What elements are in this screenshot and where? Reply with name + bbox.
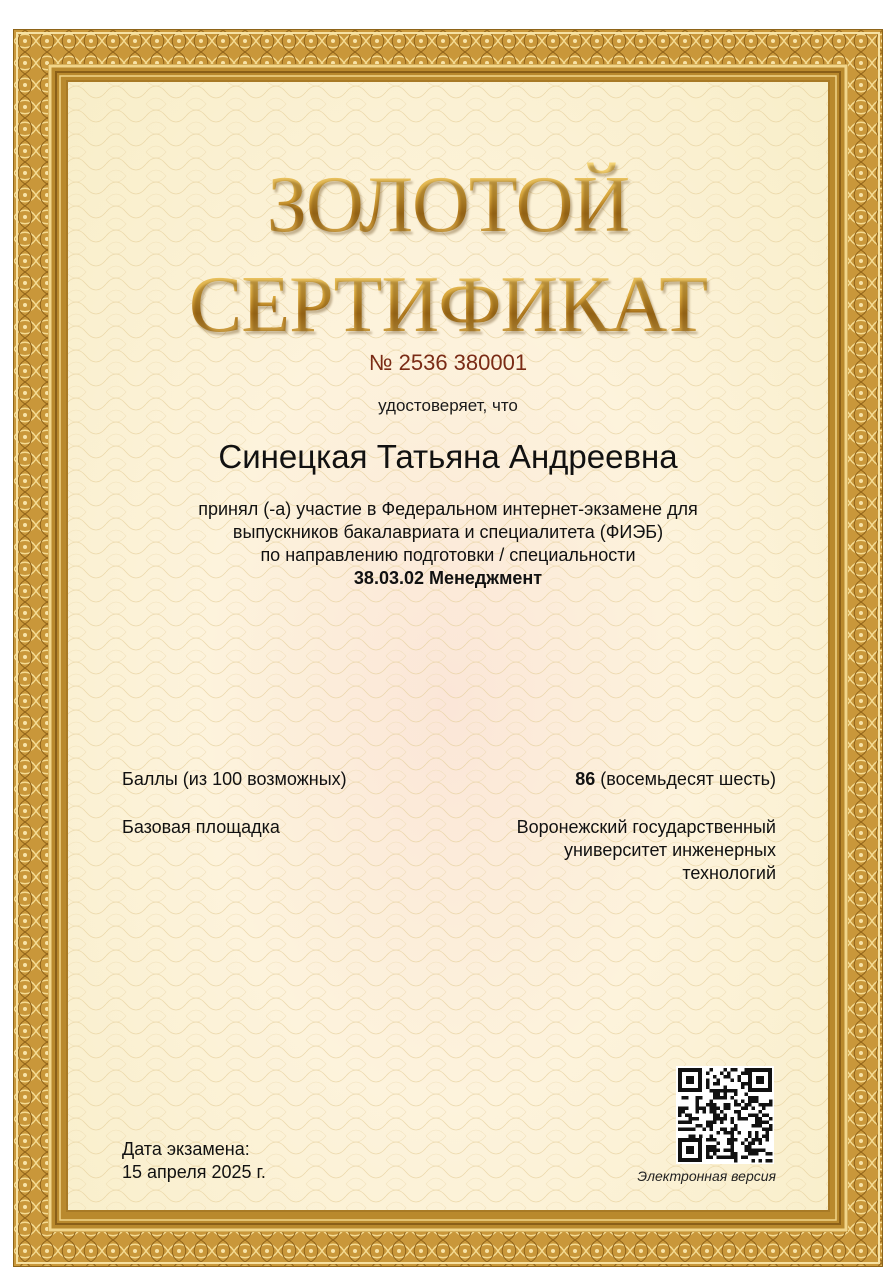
site-line-3: технологий (682, 863, 776, 883)
desc-line-2: выпускников бакалавриата и специалитета (ФИЭБ) (232, 522, 664, 542)
site-value (517, 816, 776, 885)
exam-date (122, 1138, 266, 1184)
specialty: 38.03.02 Менеджмент (353, 568, 543, 588)
guilloche-background (66, 80, 830, 1212)
site-label: Базовая площадка (122, 817, 280, 837)
desc-line-3: по направлению подготовки / специальности (260, 545, 636, 565)
site-line-1: Воронежский государственный (516, 817, 776, 837)
certificate-paper (66, 80, 830, 1212)
recipient-name: Синецкая Татьяна Андреевна (218, 438, 678, 475)
score-value: 86 (575, 769, 596, 789)
exam-date-value: 15 апреля 2025 г. (122, 1162, 266, 1182)
exam-date-label: Дата экзамена: (122, 1139, 250, 1159)
electronic-version-label: Электронная версия (637, 1168, 776, 1184)
certificate-title-line1: ЗОЛОТОЙ (66, 162, 830, 248)
qr-code-icon (676, 1066, 774, 1164)
site-line-2: университет инженерных (563, 840, 776, 860)
desc-line-1: принял (-а) участие в Федеральном интернет-экзамене для (198, 499, 698, 519)
score-label: Баллы (из 100 возможных) (122, 769, 347, 789)
score-words: (восемьдесят шесть) (600, 769, 776, 789)
certificate-number: № 2536 380001 (368, 350, 528, 375)
certificate-title-line2: СЕРТИФИКАТ (66, 262, 830, 348)
certifies-text: удостоверяет, что (378, 396, 518, 415)
participation-description (110, 498, 786, 590)
score-value-group (575, 768, 776, 791)
